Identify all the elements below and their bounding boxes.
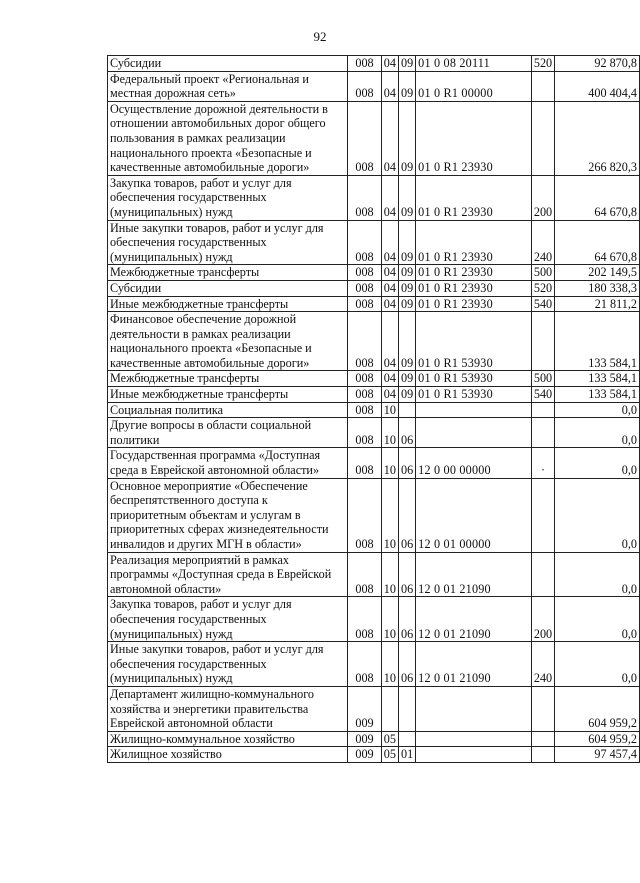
row-vr: 240 xyxy=(531,220,554,265)
row-name: Субсидии xyxy=(108,280,348,296)
row-vr: 540 xyxy=(531,387,554,403)
table-row xyxy=(108,478,640,552)
row-name: Финансовое обеспечение дорожной деятельности в рамках реализации национального проекта «Безопасные и качественные автомобильные дороги» xyxy=(108,312,348,371)
row-sum: 400 404,4 xyxy=(555,71,640,101)
table-row xyxy=(108,642,640,687)
row-pr: 09 xyxy=(398,101,415,175)
row-ved: 008 xyxy=(348,56,382,72)
row-pr: 09 xyxy=(398,56,415,72)
row-pr: 09 xyxy=(398,371,415,387)
row-pr: 06 xyxy=(398,478,415,552)
row-sum: 21 811,2 xyxy=(555,296,640,312)
row-sum: 0,0 xyxy=(555,418,640,448)
row-vr: 200 xyxy=(531,175,554,220)
row-pr xyxy=(398,402,415,418)
row-rz: 10 xyxy=(381,448,398,478)
row-name: Жилищное хозяйство xyxy=(108,747,348,763)
row-sum: 133 584,1 xyxy=(555,371,640,387)
row-rz: 04 xyxy=(381,265,398,281)
row-csr: 12 0 01 21090 xyxy=(416,552,532,597)
table-row xyxy=(108,552,640,597)
row-ved: 008 xyxy=(348,418,382,448)
table-row xyxy=(108,747,640,763)
row-ved: 009 xyxy=(348,747,382,763)
row-csr: 01 0 R1 00000 xyxy=(416,71,532,101)
row-vr xyxy=(531,71,554,101)
row-vr xyxy=(531,418,554,448)
row-vr xyxy=(531,686,554,731)
row-name: Реализация мероприятий в рамках программы «Доступная среда в Еврейской автономной области» xyxy=(108,552,348,597)
row-csr: 01 0 08 20111 xyxy=(416,56,532,72)
row-name: Иные межбюджетные трансферты xyxy=(108,387,348,403)
table-row xyxy=(108,312,640,371)
row-ved: 008 xyxy=(348,478,382,552)
row-csr: 01 0 R1 23930 xyxy=(416,265,532,281)
row-ved: 009 xyxy=(348,731,382,747)
row-rz: 04 xyxy=(381,312,398,371)
row-csr xyxy=(416,418,532,448)
table-row xyxy=(108,418,640,448)
row-vr xyxy=(531,747,554,763)
row-csr: 12 0 01 21090 xyxy=(416,597,532,642)
row-pr xyxy=(398,686,415,731)
row-ved: 008 xyxy=(348,552,382,597)
row-csr xyxy=(416,731,532,747)
row-vr: 240 xyxy=(531,642,554,687)
row-pr: 06 xyxy=(398,552,415,597)
row-csr: 01 0 R1 53930 xyxy=(416,387,532,403)
row-sum: 64 670,8 xyxy=(555,220,640,265)
row-name: Осуществление дорожной деятельности в отношении автомобильных дорог общего пользования в рамках реализации национального проекта «Безопасные и качественные автомобильные дороги» xyxy=(108,101,348,175)
row-ved: 008 xyxy=(348,280,382,296)
row-name: Основное мероприятие «Обеспечение беспрепятственного доступа к приоритетным объектам и услугам в приоритетных сферах жизнедеятельности инвалидов и других МГН в области» xyxy=(108,478,348,552)
row-pr xyxy=(398,731,415,747)
row-csr: 01 0 R1 23930 xyxy=(416,175,532,220)
row-sum: 133 584,1 xyxy=(555,312,640,371)
row-csr: 01 0 R1 53930 xyxy=(416,312,532,371)
row-sum: 133 584,1 xyxy=(555,387,640,403)
row-pr: 09 xyxy=(398,175,415,220)
row-pr: 09 xyxy=(398,265,415,281)
row-ved: 008 xyxy=(348,387,382,403)
row-name: Иные закупки товаров, работ и услуг для обеспечения государственных (муниципальных) нужд xyxy=(108,642,348,687)
row-sum: 0,0 xyxy=(555,642,640,687)
table-row xyxy=(108,175,640,220)
row-name: Государственная программа «Доступная среда в Еврейской автономной области» xyxy=(108,448,348,478)
row-rz: 10 xyxy=(381,418,398,448)
row-rz: 04 xyxy=(381,175,398,220)
row-pr: 06 xyxy=(398,448,415,478)
row-pr: 06 xyxy=(398,418,415,448)
row-pr: 06 xyxy=(398,597,415,642)
row-rz: 04 xyxy=(381,56,398,72)
row-pr: 09 xyxy=(398,280,415,296)
row-name: Другие вопросы в области социальной политики xyxy=(108,418,348,448)
row-sum: 604 959,2 xyxy=(555,686,640,731)
table-body xyxy=(108,56,640,763)
row-ved: 008 xyxy=(348,371,382,387)
row-ved: 008 xyxy=(348,312,382,371)
row-vr: 520 xyxy=(531,280,554,296)
row-vr: 200 xyxy=(531,597,554,642)
row-rz: 04 xyxy=(381,101,398,175)
page-number: 92 xyxy=(313,29,327,44)
row-csr: 12 0 01 21090 xyxy=(416,642,532,687)
row-sum: 0,0 xyxy=(555,552,640,597)
row-rz: 04 xyxy=(381,220,398,265)
row-csr xyxy=(416,686,532,731)
row-rz xyxy=(381,686,398,731)
row-pr: 09 xyxy=(398,220,415,265)
row-rz: 10 xyxy=(381,552,398,597)
row-sum: 0,0 xyxy=(555,448,640,478)
row-ved: 008 xyxy=(348,296,382,312)
row-vr xyxy=(531,731,554,747)
table-row xyxy=(108,686,640,731)
table-row xyxy=(108,387,640,403)
row-rz: 04 xyxy=(381,387,398,403)
row-vr xyxy=(531,552,554,597)
row-rz: 04 xyxy=(381,296,398,312)
row-ved: 008 xyxy=(348,642,382,687)
row-name: Иные закупки товаров, работ и услуг для обеспечения государственных (муниципальных) нужд xyxy=(108,220,348,265)
row-sum: 202 149,5 xyxy=(555,265,640,281)
row-vr: · xyxy=(531,448,554,478)
row-ved: 008 xyxy=(348,597,382,642)
row-ved: 008 xyxy=(348,175,382,220)
row-name: Социальная политика xyxy=(108,402,348,418)
row-csr xyxy=(416,747,532,763)
row-ved: 008 xyxy=(348,71,382,101)
row-ved: 008 xyxy=(348,265,382,281)
row-ved: 008 xyxy=(348,448,382,478)
row-pr: 09 xyxy=(398,296,415,312)
row-sum: 0,0 xyxy=(555,402,640,418)
row-csr: 12 0 00 00000 xyxy=(416,448,532,478)
row-csr: 12 0 01 00000 xyxy=(416,478,532,552)
row-sum: 604 959,2 xyxy=(555,731,640,747)
row-ved: 009 xyxy=(348,686,382,731)
table-row xyxy=(108,56,640,72)
table-row xyxy=(108,597,640,642)
row-rz: 04 xyxy=(381,71,398,101)
row-rz: 04 xyxy=(381,280,398,296)
row-sum: 97 457,4 xyxy=(555,747,640,763)
row-rz: 10 xyxy=(381,597,398,642)
row-sum: 64 670,8 xyxy=(555,175,640,220)
row-vr: 520 xyxy=(531,56,554,72)
table-row xyxy=(108,71,640,101)
row-name: Субсидии xyxy=(108,56,348,72)
row-csr: 01 0 R1 23930 xyxy=(416,296,532,312)
row-rz: 10 xyxy=(381,402,398,418)
table-row xyxy=(108,220,640,265)
row-name: Федеральный проект «Региональная и местная дорожная сеть» xyxy=(108,71,348,101)
row-name: Межбюджетные трансферты xyxy=(108,265,348,281)
row-pr: 06 xyxy=(398,642,415,687)
row-vr: 500 xyxy=(531,371,554,387)
row-csr: 01 0 R1 23930 xyxy=(416,220,532,265)
row-sum: 92 870,8 xyxy=(555,56,640,72)
row-sum: 266 820,3 xyxy=(555,101,640,175)
row-rz: 05 xyxy=(381,731,398,747)
row-name: Закупка товаров, работ и услуг для обеспечения государственных (муниципальных) нужд xyxy=(108,175,348,220)
table-row xyxy=(108,296,640,312)
table-row xyxy=(108,265,640,281)
row-name: Иные межбюджетные трансферты xyxy=(108,296,348,312)
table-row xyxy=(108,731,640,747)
row-sum: 180 338,3 xyxy=(555,280,640,296)
row-pr: 09 xyxy=(398,312,415,371)
table-row xyxy=(108,402,640,418)
row-rz: 05 xyxy=(381,747,398,763)
row-rz: 10 xyxy=(381,478,398,552)
table-row xyxy=(108,280,640,296)
row-vr xyxy=(531,101,554,175)
row-sum: 0,0 xyxy=(555,478,640,552)
row-vr: 540 xyxy=(531,296,554,312)
row-ved: 008 xyxy=(348,402,382,418)
row-sum: 0,0 xyxy=(555,597,640,642)
table-row xyxy=(108,101,640,175)
row-vr xyxy=(531,478,554,552)
budget-table xyxy=(107,55,640,763)
table-row xyxy=(108,448,640,478)
row-csr: 01 0 R1 23930 xyxy=(416,280,532,296)
row-name: Закупка товаров, работ и услуг для обеспечения государственных (муниципальных) нужд xyxy=(108,597,348,642)
row-ved: 008 xyxy=(348,101,382,175)
row-vr xyxy=(531,402,554,418)
row-csr: 01 0 R1 23930 xyxy=(416,101,532,175)
row-name: Жилищно-коммунальное хозяйство xyxy=(108,731,348,747)
row-rz: 10 xyxy=(381,642,398,687)
row-vr: 500 xyxy=(531,265,554,281)
row-rz: 04 xyxy=(381,371,398,387)
row-name: Межбюджетные трансферты xyxy=(108,371,348,387)
row-pr: 09 xyxy=(398,387,415,403)
row-pr: 09 xyxy=(398,71,415,101)
row-vr xyxy=(531,312,554,371)
row-ved: 008 xyxy=(348,220,382,265)
row-csr: 01 0 R1 53930 xyxy=(416,371,532,387)
table-row xyxy=(108,371,640,387)
row-pr: 01 xyxy=(398,747,415,763)
row-name: Департамент жилищно-коммунального хозяйства и энергетики правительства Еврейской автономной области xyxy=(108,686,348,731)
row-csr xyxy=(416,402,532,418)
